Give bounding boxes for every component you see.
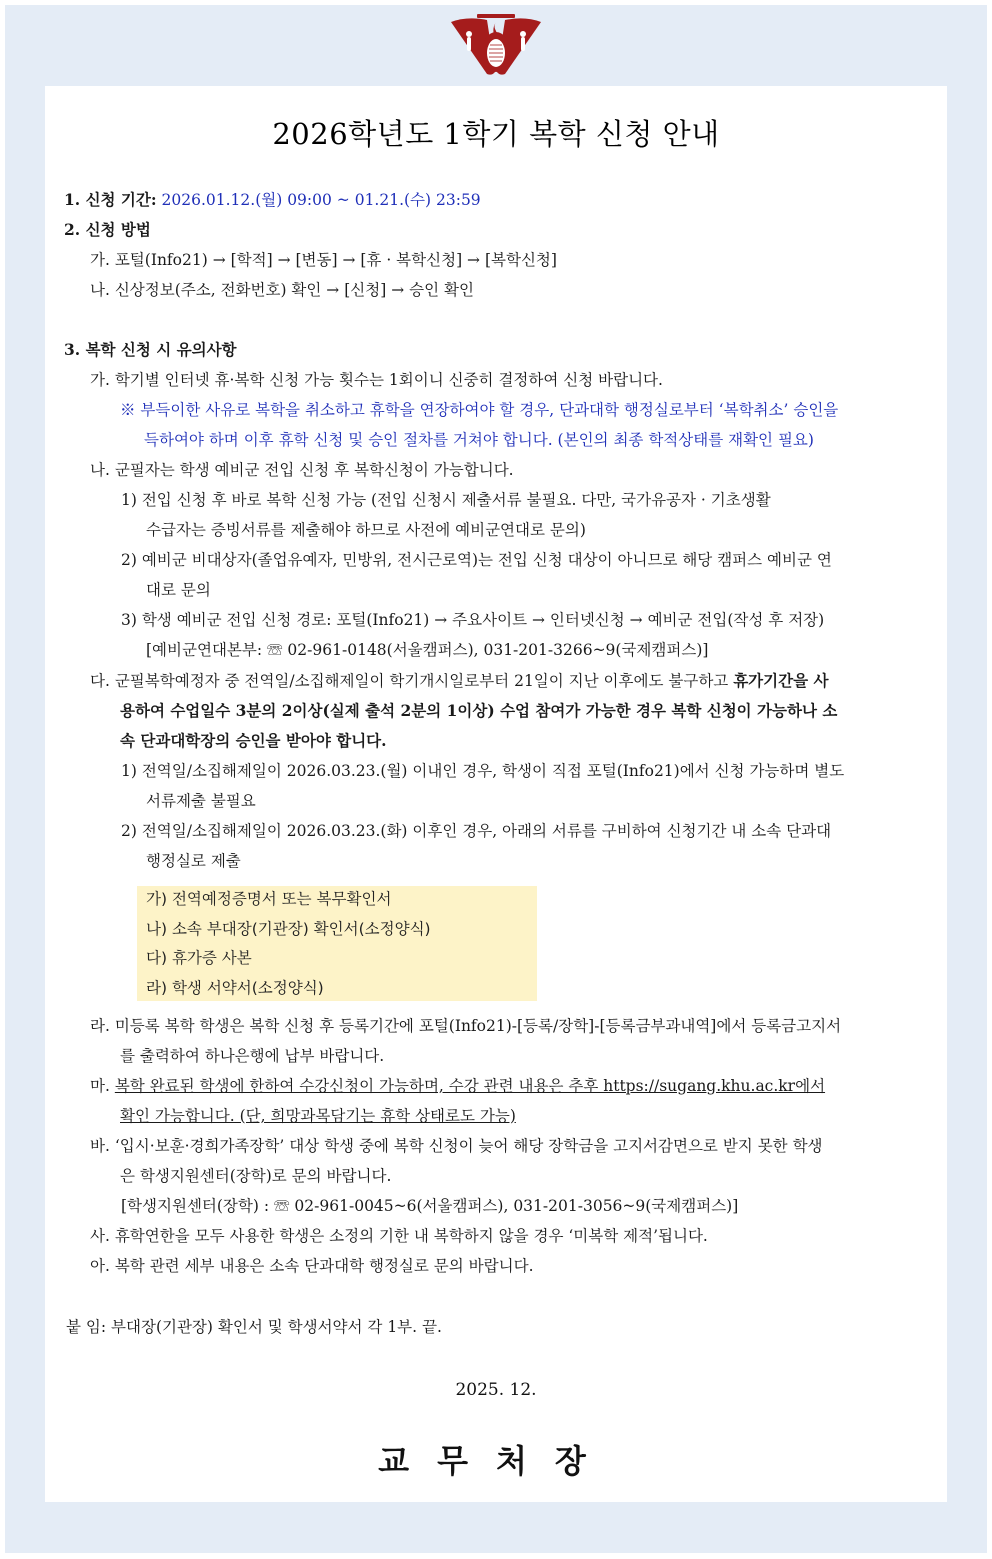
required-document: 나) 소속 부대장(기관장) 확인서(소정양식) — [146, 920, 431, 938]
university-emblem-icon — [447, 12, 545, 78]
precaution-ga-note: ※ 부득이한 사유로 복학을 취소하고 휴학을 연장하여야 할 경우, 단과대학 행정실로부터 ‘복학취소’ 승인을 — [120, 401, 839, 419]
precaution-ra: 라. 미등록 복학 학생은 복학 신청 후 등록기간에 포털(Info21)-[등록/장학]-[등록금부과내역]에서 등록금고지서 — [90, 1017, 842, 1035]
section-label: 1. 신청 기간: — [64, 190, 157, 209]
precaution-na-item-3: 3) 학생 예비군 전입 신청 경로: 포털(Info21) → 주요사이트 → 인터넷신청 → 예비군 전입(작성 후 저장) — [121, 611, 825, 629]
section-application-method: 2. 신청 방법 — [64, 220, 151, 239]
precaution-da-bold: 휴가기간을 사 — [733, 671, 829, 690]
precaution-na-item-2: 2) 예비군 비대상자(졸업유예자, 민방위, 전시근로역)는 전입 신청 대상이 아니므로 해당 캠퍼스 예비군 연 — [121, 551, 832, 569]
document-title: 2026학년도 1학기 복학 신청 안내 — [272, 117, 720, 151]
precaution-ma-cont: 확인 가능합니다. (단, 희망과목담기는 휴학 상태로도 가능) — [120, 1107, 516, 1125]
precaution-ma-prefix: 마. — [90, 1077, 115, 1095]
precaution-ga-note-cont: 득하여야 하며 이후 휴학 신청 및 승인 절차를 거쳐야 합니다. (본인의 최종 학적상태를 재확인 필요) — [144, 431, 814, 449]
section-application-period — [64, 190, 481, 210]
reserve-contact: [예비군연대본부: ☏ 02-961-0148(서울캠퍼스), 031-201-3266~9(국제캠퍼스)] — [146, 641, 709, 659]
required-document: 라) 학생 서약서(소정양식) — [146, 979, 324, 997]
precaution-da-cont: 용하여 수업일수 3분의 2이상(실제 출석 2분의 1이상) 수업 참여가 가능한 경우 복학 신청이 가능하나 소 — [120, 701, 838, 720]
precaution-na-item-2-cont: 대로 문의 — [146, 581, 211, 599]
precaution-da-item-2-cont: 행정실로 제출 — [146, 852, 241, 870]
precaution-da — [90, 671, 828, 691]
precaution-da-item-1: 1) 전역일/소집해제일이 2026.03.23.(월) 이내인 경우, 학생이 직접 포털(Info21)에서 신청 가능하며 별도 — [121, 762, 845, 780]
precaution-na: 나. 군필자는 학생 예비군 전입 신청 후 복학신청이 가능합니다. — [90, 461, 514, 479]
precaution-da-text: 다. 군필복학예정자 중 전역일/소집해제일이 학기개시일로부터 21일이 지난 이후에도 불구하고 — [90, 672, 734, 690]
application-period-value: 2026.01.12.(월) 09:00 ~ 01.21.(수) 23:59 — [161, 191, 481, 209]
precaution-ga: 가. 학기별 인터넷 휴·복학 신청 가능 횟수는 1회이니 신중히 결정하여 신청 바랍니다. — [90, 371, 663, 389]
required-document: 다) 휴가증 사본 — [146, 949, 252, 967]
precaution-da-item-1-cont: 서류제출 불필요 — [146, 792, 256, 810]
precaution-na-item-1-cont: 수급자는 증빙서류를 제출해야 하므로 사전에 예비군연대로 문의) — [146, 521, 586, 539]
notice-document — [45, 86, 947, 1502]
precaution-ra-cont: 를 출력하여 하나은행에 납부 바랍니다. — [120, 1047, 385, 1065]
precaution-da-item-2: 2) 전역일/소집해제일이 2026.03.23.(화) 이후인 경우, 아래의 서류를 구비하여 신청기간 내 소속 단과대 — [121, 822, 832, 840]
document-date: 2025. 12. — [455, 1380, 537, 1400]
sugang-link-text[interactable]: 복학 완료된 학생에 한하여 수강신청이 가능하며, 수강 관련 내용은 추후 https://sugang.khu.ac.kr에서 — [114, 1077, 826, 1095]
required-document: 가) 전역예정증명서 또는 복무확인서 — [146, 890, 392, 908]
precaution-sa: 사. 휴학연한을 모두 사용한 학생은 소정의 기한 내 복학하지 않을 경우 ‘미복학 제적’됩니다. — [90, 1227, 708, 1245]
precaution-a: 아. 복학 관련 세부 내용은 소속 단과대학 행정실로 문의 바랍니다. — [90, 1257, 534, 1275]
precaution-ma — [90, 1076, 825, 1096]
precaution-ba-cont: 은 학생지원센터(장학)로 문의 바랍니다. — [120, 1167, 392, 1185]
attachment-note: 붙 임: 부대장(기관장) 확인서 및 학생서약서 각 1부. 끝. — [66, 1318, 442, 1336]
method-step-ga: 가. 포털(Info21) → [학적] → [변동] → [휴 · 복학신청] → [복학신청] — [90, 251, 557, 269]
signature: 교무처장 — [378, 1442, 614, 1480]
precaution-da-cont-2: 속 단과대학장의 승인을 받아야 합니다. — [120, 731, 387, 750]
method-step-na: 나. 신상정보(주소, 전화번호) 확인 → [신청] → 승인 확인 — [90, 281, 474, 299]
section-precautions: 3. 복학 신청 시 유의사항 — [64, 340, 237, 359]
precaution-ba: 바. ‘입시·보훈·경희가족장학’ 대상 학생 중에 복학 신청이 늦어 해당 장학금을 고지서감면으로 받지 못한 학생 — [90, 1137, 823, 1155]
scholarship-contact: [학생지원센터(장학) : ☏ 02-961-0045~6(서울캠퍼스), 031-201-3056~9(국제캠퍼스)] — [121, 1197, 739, 1215]
precaution-na-item-1: 1) 전입 신청 후 바로 복학 신청 가능 (전입 신청시 제출서류 불필요. 다만, 국가유공자 · 기초생활 — [121, 491, 771, 509]
